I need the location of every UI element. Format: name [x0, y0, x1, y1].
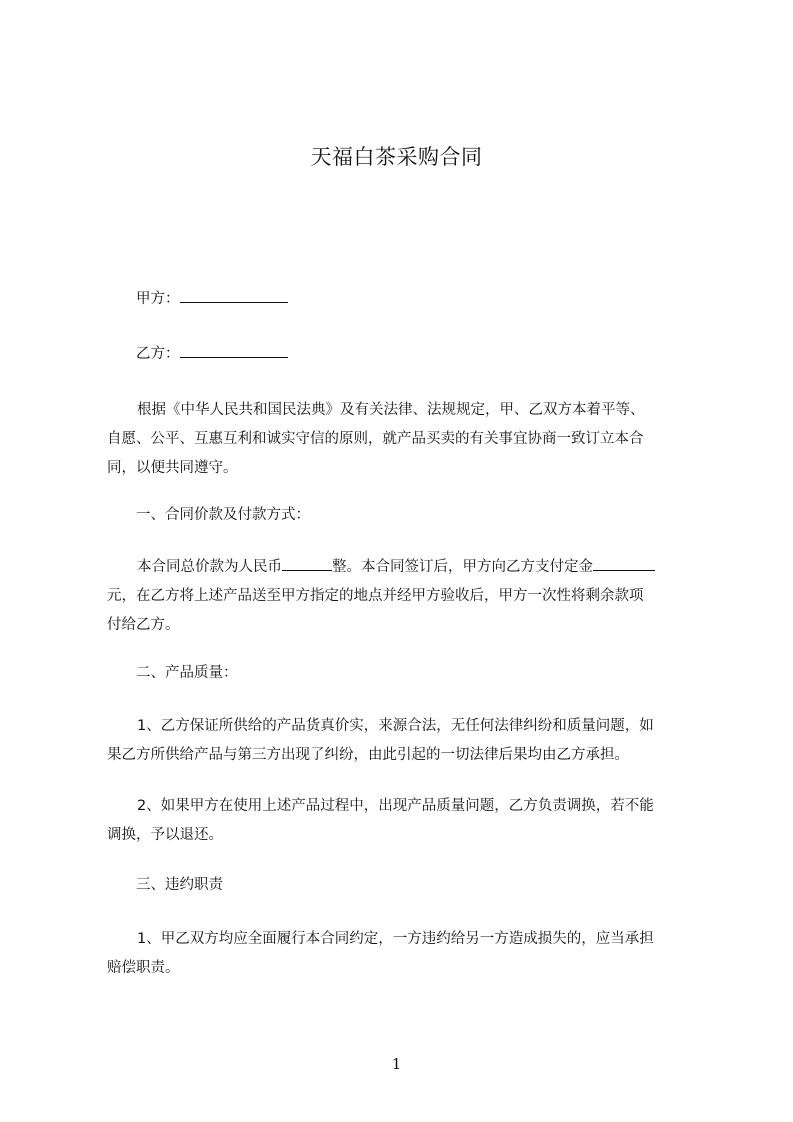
section-2-heading [107, 659, 707, 688]
document-title: 天福白茶采购合同 [310, 145, 483, 169]
total-price-blank [282, 555, 332, 571]
intro-paragraph [107, 396, 707, 483]
section-1-paragraph [107, 553, 707, 640]
party-a-blank [180, 287, 288, 303]
quality-item-2-line-2: 调换，予以退还。 [107, 827, 223, 843]
quality-item-1-line-2: 果乙方所供给产品与第三方出现了纠纷，由此引起的一切法律后果均由乙方承担。 [107, 747, 629, 763]
section-3-heading-text: 三、违约职责 [136, 877, 223, 893]
section-1-heading [107, 501, 707, 530]
breach-item-1-line-1: 1、甲乙双方均应全面履行本合同约定，一方违约给另一方造成损失的，应当承担 [137, 931, 654, 947]
party-a-line [107, 285, 707, 314]
price-text-line-2: 元，在乙方将上述产品送至甲方指定的地点并经甲方验收后，甲方一次性将剩余款项 [107, 588, 644, 604]
deposit-blank [593, 555, 655, 571]
page-number: 1 [391, 1055, 402, 1073]
price-text-part-1: 本合同总价款为人民币 [137, 559, 282, 575]
quality-item-2-line-1: 2、如果甲方在使用上述产品过程中，出现产品质量问题，乙方负责调换，若不能 [137, 798, 654, 814]
price-text-line-3: 付给乙方。 [107, 617, 180, 633]
intro-line-1: 根据《中华人民共和国民法典》及有关法律、法规规定，甲、乙双方本着平等、 [137, 402, 645, 418]
intro-line-3: 同，以便共同遵守。 [107, 460, 238, 476]
quality-item-1-line-1: 1、乙方保证所供给的产品货真价实，来源合法，无任何法律纠纷和质量问题，如 [137, 718, 654, 734]
section-2-item-1 [107, 712, 707, 770]
intro-line-2: 自愿、公平、互惠互利和诚实守信的原则，就产品买卖的有关事宜协商一致订立本合 [107, 431, 644, 447]
party-b-line [107, 340, 707, 369]
price-text-part-2: 整。本合同签订后，甲方向乙方支付定金 [332, 559, 593, 575]
party-b-label: 乙方： [136, 346, 180, 362]
breach-item-1-line-2: 赔偿职责。 [107, 960, 180, 976]
section-1-heading-text: 一、合同价款及付款方式： [136, 507, 310, 523]
section-3-item-1 [107, 925, 707, 983]
party-a-label: 甲方： [136, 291, 180, 307]
section-3-heading [107, 871, 707, 900]
party-b-blank [180, 342, 288, 358]
section-2-heading-text: 二、产品质量： [136, 665, 238, 681]
section-2-item-2 [107, 792, 707, 850]
